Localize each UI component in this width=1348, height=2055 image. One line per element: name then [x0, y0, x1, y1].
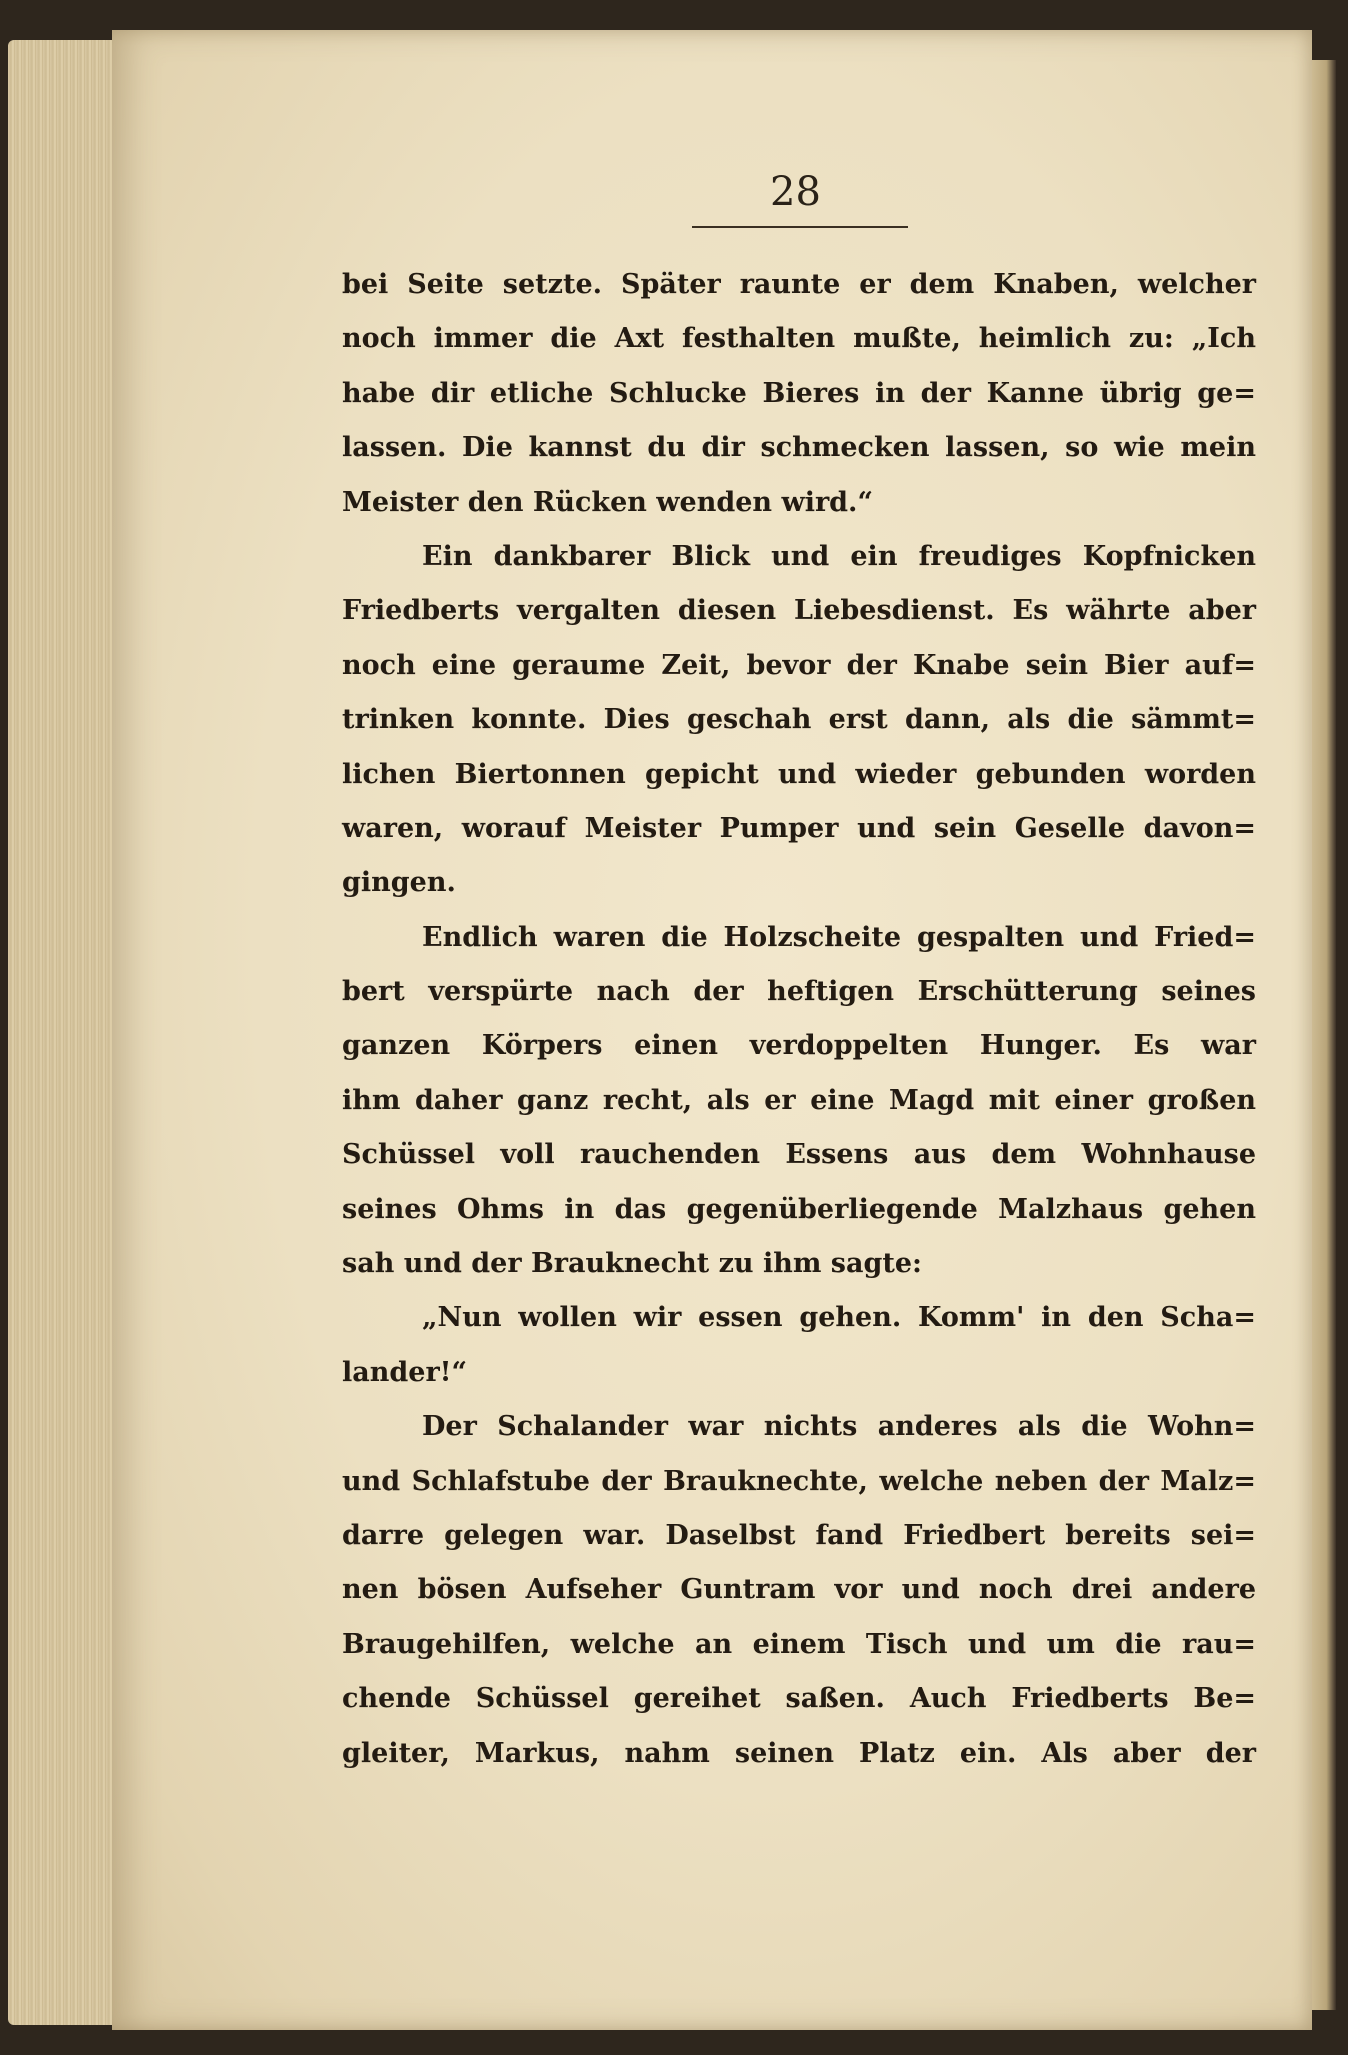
text-line: Ein dankbarer Blick und ein freudiges Kopfnicken	[422, 540, 1256, 572]
text-line: gleiter, Markus, nahm seinen Platz ein. Als aber der	[342, 1737, 1256, 1769]
text-line: lander!“	[342, 1356, 468, 1388]
text-line: nen bösen Aufseher Guntram vor und noch drei andere	[342, 1574, 1256, 1606]
header-rule	[692, 226, 908, 228]
text-line: lassen. Die kannst du dir schmecken lassen, so wie mein	[342, 432, 1256, 464]
page-number: 28	[770, 169, 821, 215]
text-line: seines Ohms in das gegenüberliegende Malzhaus gehen	[342, 1193, 1256, 1225]
text-line: Schüssel voll rauchenden Essens aus dem Wohnhause	[342, 1139, 1256, 1171]
text-line: chende Schüssel gereihet saßen. Auch Friedberts Be=	[342, 1683, 1256, 1715]
text-line: ihm daher ganz recht, als er eine Magd mit einer großen	[342, 1084, 1256, 1116]
text-line: Der Schalander war nichts anderes als die Wohn=	[422, 1411, 1256, 1443]
text-line: Friedberts vergalten diesen Liebesdienst. Es währte aber	[342, 595, 1256, 627]
text-line: bert verspürte nach der heftigen Erschütterung seines	[342, 976, 1256, 1008]
facing-page-edge	[1312, 60, 1336, 2010]
text-line: lichen Biertonnen gepicht und wieder gebunden worden	[342, 758, 1256, 790]
body-text	[342, 258, 1256, 1781]
text-line: Meister den Rücken wenden wird.“	[342, 486, 873, 518]
text-line: noch eine geraume Zeit, bevor der Knabe sein Bier auf=	[342, 649, 1256, 681]
text-line: sah und der Brauknecht zu ihm sagte:	[342, 1248, 922, 1280]
text-line: darre gelegen war. Daselbst fand Friedbert bereits sei=	[342, 1519, 1256, 1551]
text-line: ganzen Körpers einen verdoppelten Hunger. Es war	[342, 1030, 1256, 1062]
text-line: Braugehilfen, welche an einem Tisch und um die rau=	[342, 1628, 1256, 1660]
text-line: Endlich waren die Holzscheite gespalten und Fried=	[422, 921, 1256, 953]
text-line: bei Seite setzte. Später raunte er dem Knaben, welcher	[342, 269, 1256, 300]
text-line: und Schlafstube der Brauknechte, welche neben der Malz=	[342, 1465, 1256, 1497]
text-line: noch immer die Axt festhalten mußte, heimlich zu: „Ich	[342, 323, 1256, 355]
text-line: trinken konnte. Dies geschah erst dann, als die sämmt=	[342, 704, 1256, 736]
text-line: gingen.	[342, 867, 456, 899]
page-edges	[8, 40, 128, 2025]
text-line: habe dir etliche Schlucke Bieres in der Kanne übrig ge=	[342, 377, 1256, 409]
text-line: waren, worauf Meister Pumper und sein Geselle davon=	[342, 812, 1256, 844]
text-line: „Nun wollen wir essen gehen. Komm' in den Scha=	[422, 1302, 1256, 1334]
